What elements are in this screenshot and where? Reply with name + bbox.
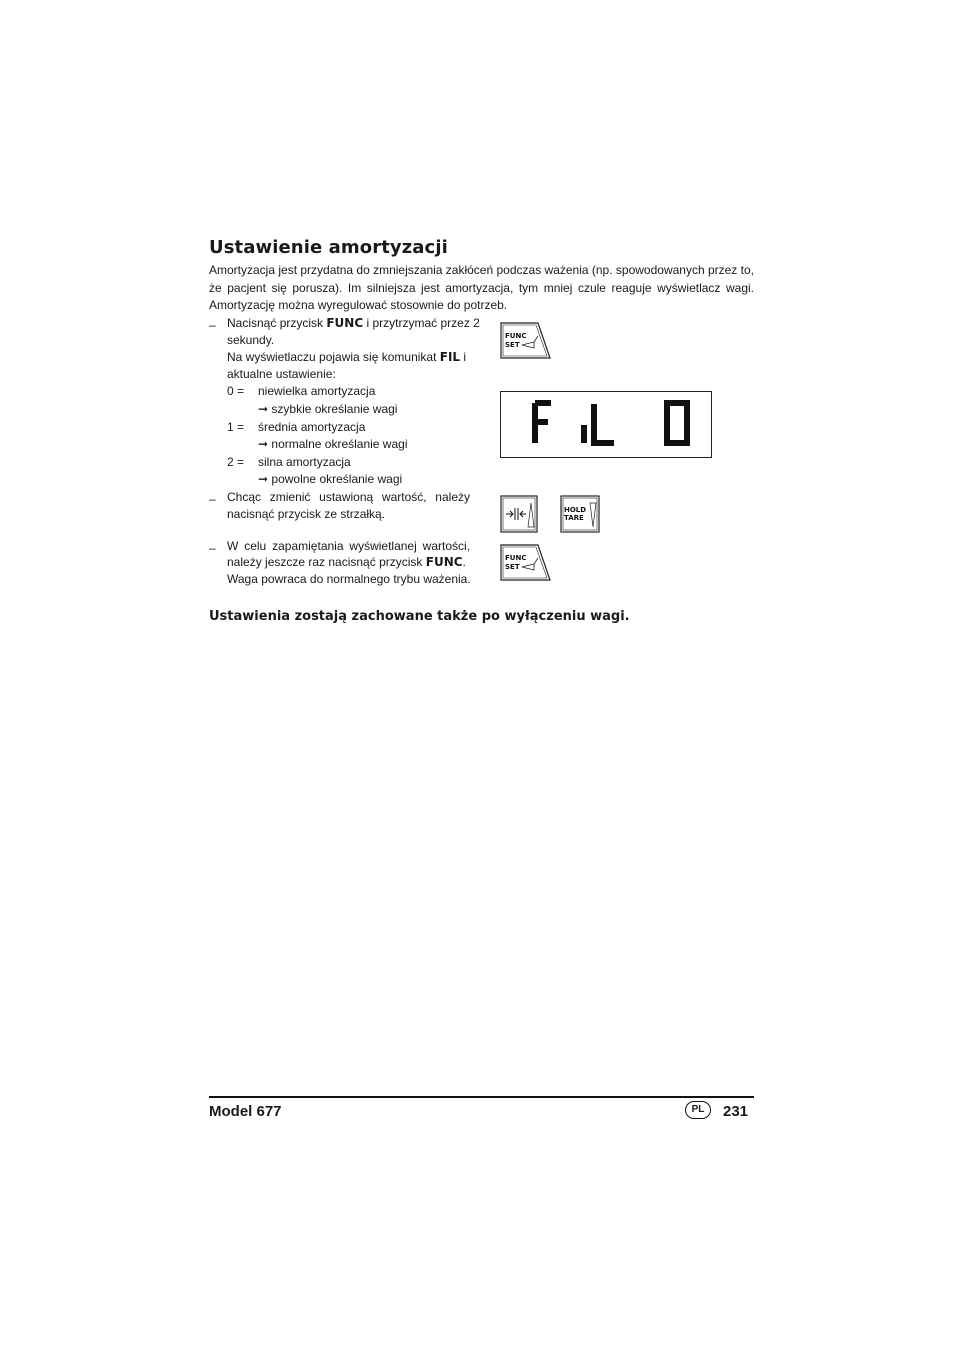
func-key-label: FUNC (505, 554, 527, 562)
footer-divider (209, 1096, 754, 1098)
step-dash: – (209, 492, 216, 506)
option-0-label: niewielka amortyzacja (258, 384, 376, 398)
option-0-result: ➞ szybkie określanie wagi (258, 402, 398, 416)
step2-line1: Chcąc zmienić ustawioną wartość, należy (227, 490, 470, 504)
page-number: 231 (723, 1103, 749, 1120)
step3-line3: Waga powraca do normalnego trybu ważenia. (227, 572, 471, 586)
step-dash: – (209, 541, 216, 555)
option-1-code: 1 = (227, 420, 245, 434)
func-key-label: FUNC (505, 332, 527, 340)
step1-line3: Na wyświetlaczu pojawia się komunikat FIL i (227, 350, 467, 364)
step1-line2: sekundy. (227, 333, 275, 347)
fil-message-ref: FIL (439, 350, 461, 364)
arrow-right-icon: ➞ (258, 472, 269, 486)
intro-paragraph: Amortyzacja jest przydatna do zmniejszania zakłóceń podczas ważenia (np. spowodowanych przez to, że pacjent się porusza). Im silniejsza jest amortyzacja, tym mniej czule reaguje wyświetlacz wagi. Amortyzację można wyregulować stosownie do potrzeb. (209, 263, 754, 312)
tare-key-label: TARE (564, 514, 584, 522)
step2-line2: nacisnąć przycisk ze strzałką. (227, 507, 386, 521)
option-0-code: 0 = (227, 384, 245, 398)
hold-tare-key-icon (560, 495, 600, 533)
option-2-label: silna amortyzacja (258, 455, 351, 469)
fil-0-display-digits (501, 392, 711, 457)
option-1-label: średnia amortyzacja (258, 420, 366, 434)
section-title: Ustawienie amortyzacji (209, 237, 448, 258)
func-key-ref: FUNC (326, 316, 364, 330)
step3-line2: należy jeszcze raz nacisnąć przycisk FUNC. (227, 555, 466, 569)
option-1-result: ➞ normalne określanie wagi (258, 437, 408, 451)
step3-line1: W celu zapamiętania wyświetlanej wartości, (227, 539, 470, 553)
arrow-right-icon: ➞ (258, 402, 269, 416)
display-text: FIL 0 (501, 392, 504, 393)
func-key-ref: FUNC (425, 555, 463, 569)
hold-key-label: HOLD (564, 506, 587, 514)
step1-line1: Nacisnąć przycisk FUNC i przytrzymać przez 2 (227, 316, 480, 330)
step1-line4: aktualne ustawienie: (227, 367, 336, 381)
func-set-key-icon (500, 544, 552, 582)
arrow-right-icon: ➞ (258, 437, 269, 451)
set-key-label: SET (505, 563, 520, 571)
lcd-display (500, 391, 712, 458)
settings-saved-note: Ustawienia zostają zachowane także po wyłączeniu wagi. (209, 609, 630, 624)
language-badge: PL (685, 1101, 711, 1119)
footer-model: Model 677 (209, 1103, 282, 1120)
arrow-key-icon (500, 495, 538, 533)
step-dash: – (209, 318, 216, 332)
option-2-result: ➞ powolne określanie wagi (258, 472, 403, 486)
option-2-code: 2 = (227, 455, 245, 469)
set-key-label: SET (505, 341, 520, 349)
func-set-key-icon (500, 322, 552, 360)
